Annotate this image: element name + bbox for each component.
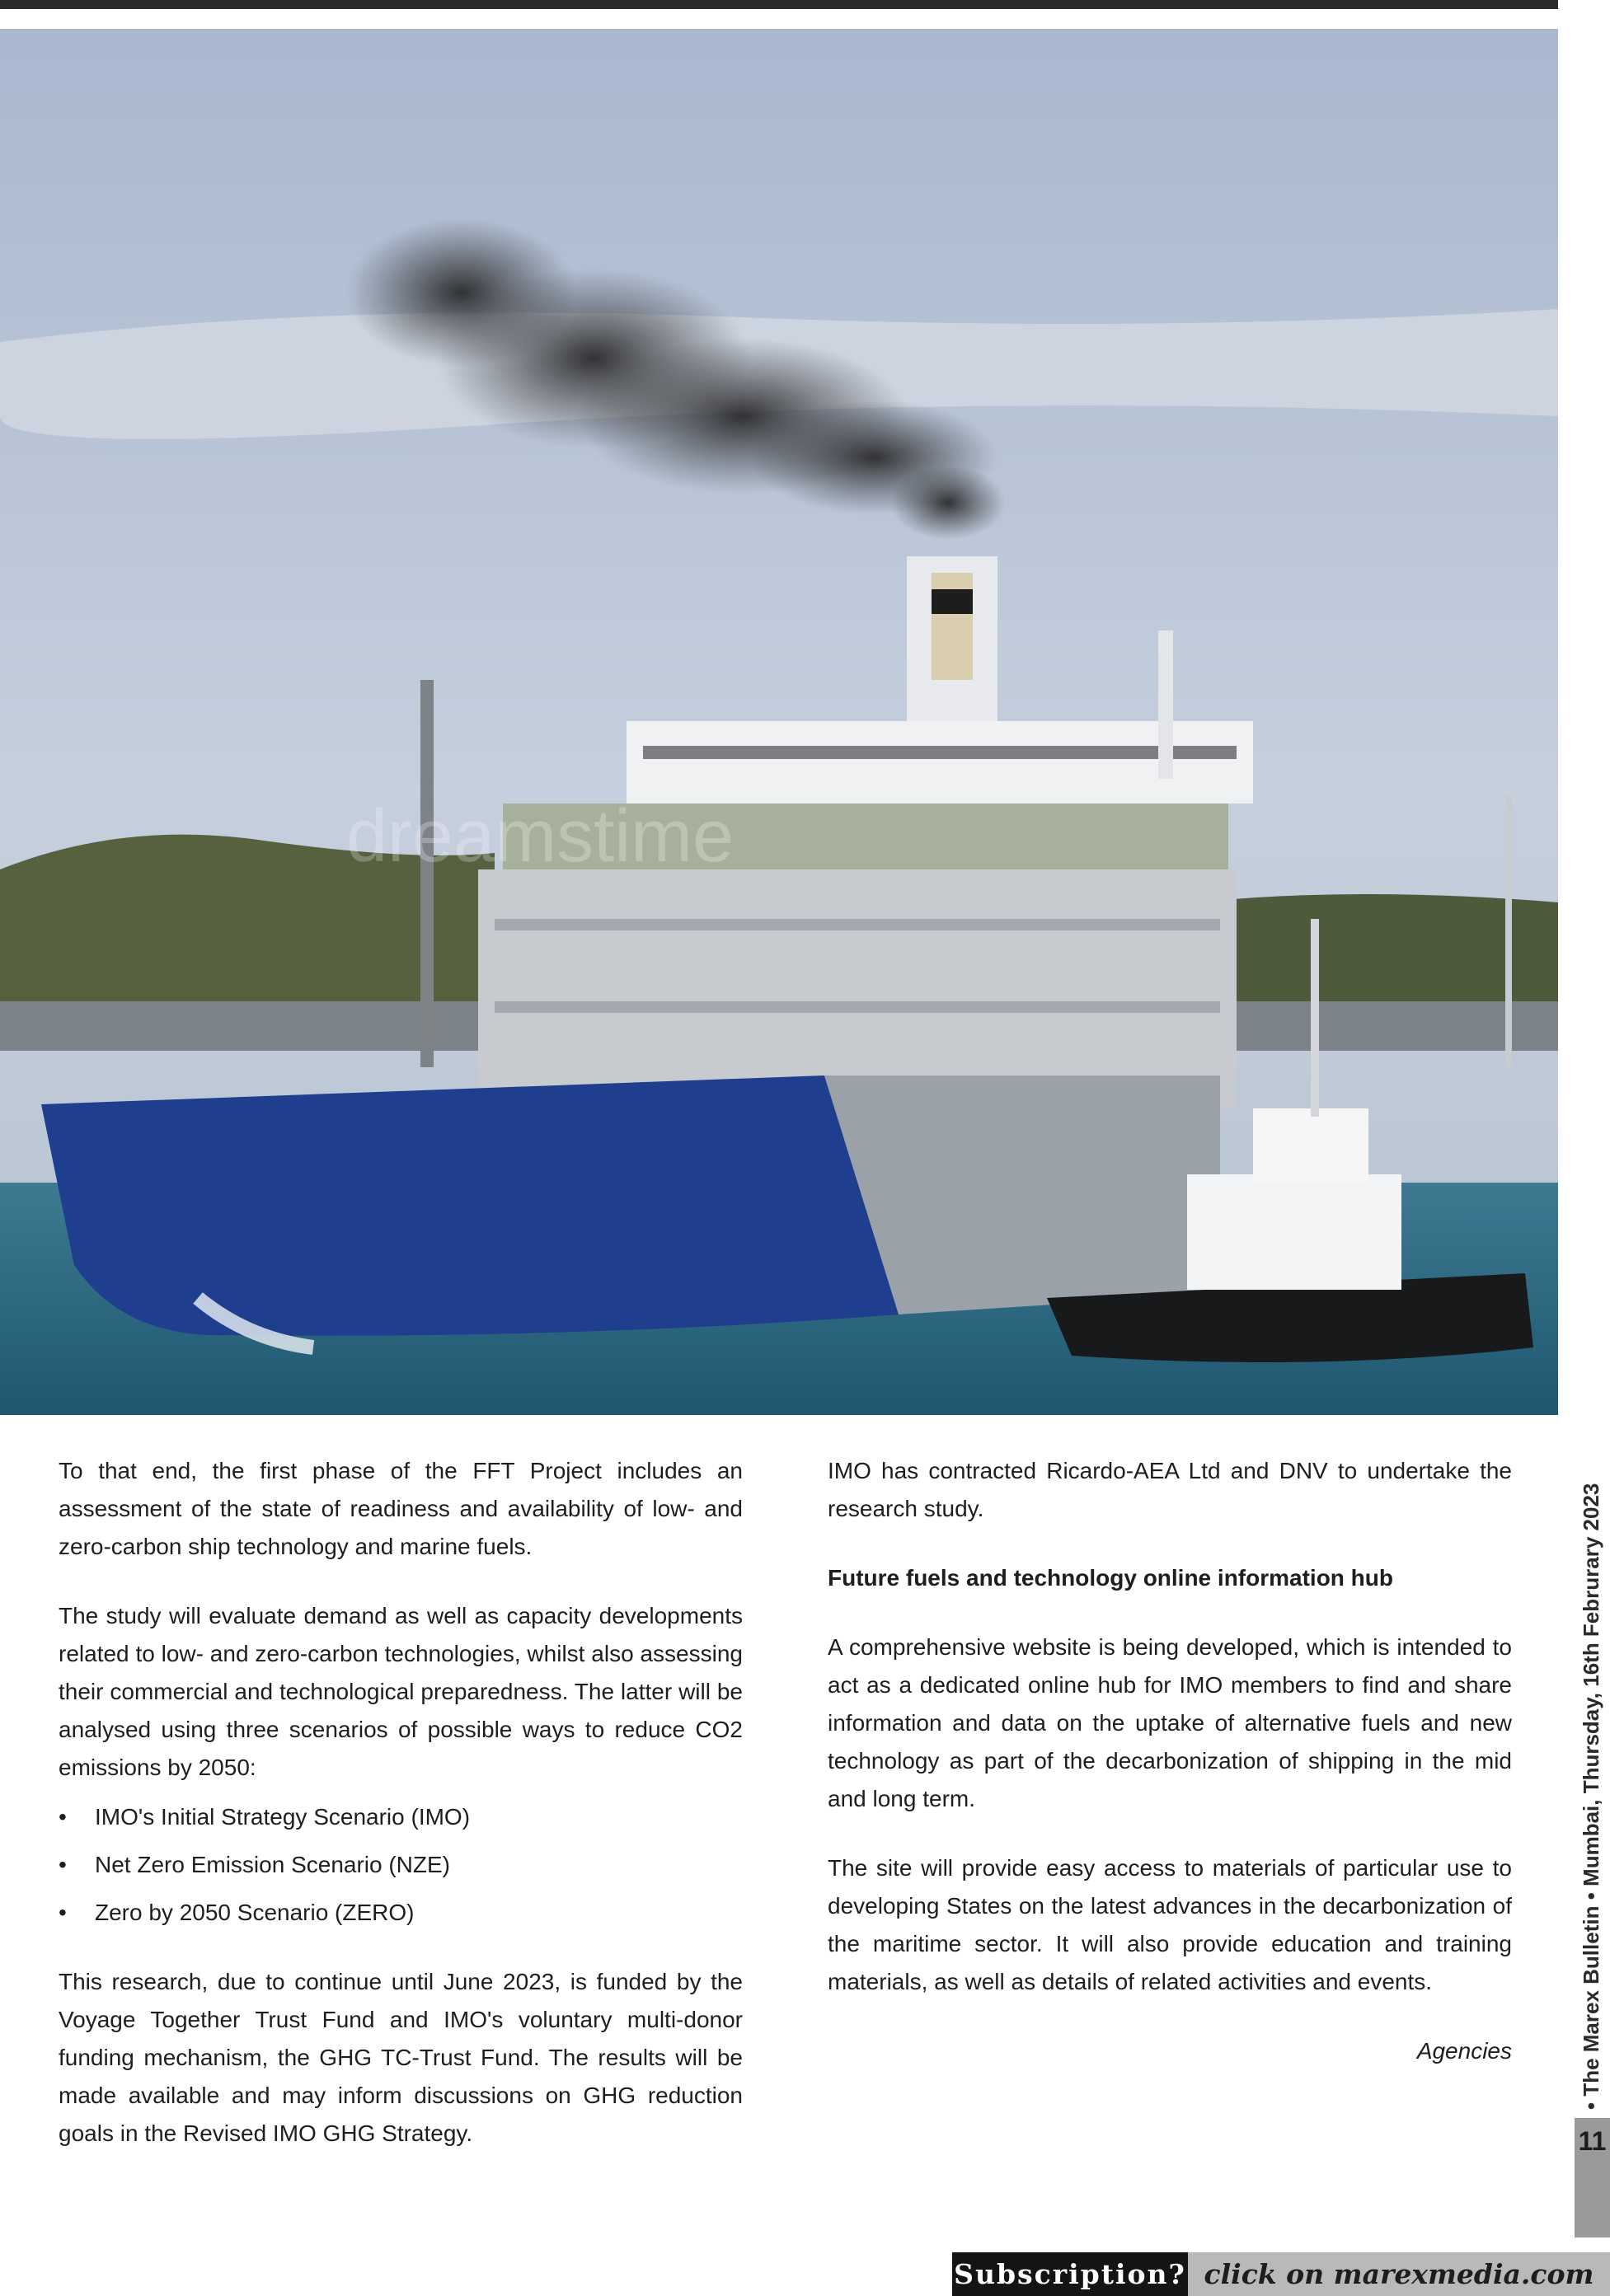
paragraph-study-evaluation: The study will evaluate demand as well as capacity developments related to low- and zero-carbon technologies, whilst also assessing their commercial and technological preparedness. The latter will be analysed using three scenarios of possible ways to reduce CO2 emissions by 2050: — [59, 1603, 743, 1780]
paragraph-research-funding: This research, due to continue until June 2023, is funded by the Voyage Together Trust Fund and IMO's voluntary multi-donor funding mechanism, the GHG TC-Trust Fund. The results will be made available and may inform discussions on GHG reduction goals in the Revised IMO GHG Strategy. — [59, 1969, 743, 2146]
ship-hull-bow — [41, 1075, 899, 1336]
bullet-icon: • — [59, 1852, 67, 1877]
watermark: dreamstime — [346, 795, 735, 878]
subscription-label[interactable]: Subscription? — [952, 2252, 1188, 2296]
bullet-icon: • — [59, 1900, 67, 1925]
right-article-column — [828, 1452, 1512, 2070]
light-pole — [1505, 795, 1512, 1067]
list-item: • Net Zero Emission Scenario (NZE) — [59, 1846, 743, 1884]
list-item: • Zero by 2050 Scenario (ZERO) — [59, 1894, 743, 1932]
cover-photo-ship-emitting-smoke — [0, 29, 1558, 1415]
paragraph-fft-first-phase: To that end, the first phase of the FFT Project includes an assessment of the state of readiness and availability of low- and zero-carbon ship technology and marine fuels. — [59, 1458, 743, 1559]
left-article-column — [59, 1452, 743, 2184]
page-number: 11 — [1578, 2126, 1607, 2156]
paragraph-website-hub: A comprehensive website is being developed, which is intended to act as a dedicated online hub for IMO members to find and share information and data on the uptake of alternative fuels and new technology as part of the decarbonization of shipping in the mid and long term. — [828, 1634, 1512, 1811]
top-rule — [0, 0, 1558, 9]
side-band — [1575, 1483, 1608, 2110]
ship-photo-illustration — [0, 29, 1558, 1415]
section-heading: Future fuels and technology online information hub — [828, 1565, 1393, 1591]
subscription-link[interactable]: click on marexmedia.com — [1188, 2252, 1610, 2296]
paragraph-contractors: IMO has contracted Ricardo-AEA Ltd and DNV to undertake the research study. — [828, 1458, 1512, 1521]
paragraph-site-access: The site will provide easy access to materials of particular use to developing States on the latest advances in the decarbonization of the maritime sector. It will also provide education and training materials, as well as details of related activities and events. — [828, 1855, 1512, 1994]
tugboat-cabin — [1187, 1174, 1401, 1290]
accommodation-block — [478, 869, 1237, 1108]
scenario-list — [59, 1798, 743, 1932]
bullet-icon: • — [59, 1804, 67, 1830]
publication-dateline: • The Marex Bulletin • Mumbai, Thursday, 16th Februrary 2023 — [1579, 1483, 1603, 2110]
list-item: • IMO's Initial Strategy Scenario (IMO) — [59, 1798, 743, 1836]
source-credit: Agencies — [1416, 2038, 1512, 2064]
